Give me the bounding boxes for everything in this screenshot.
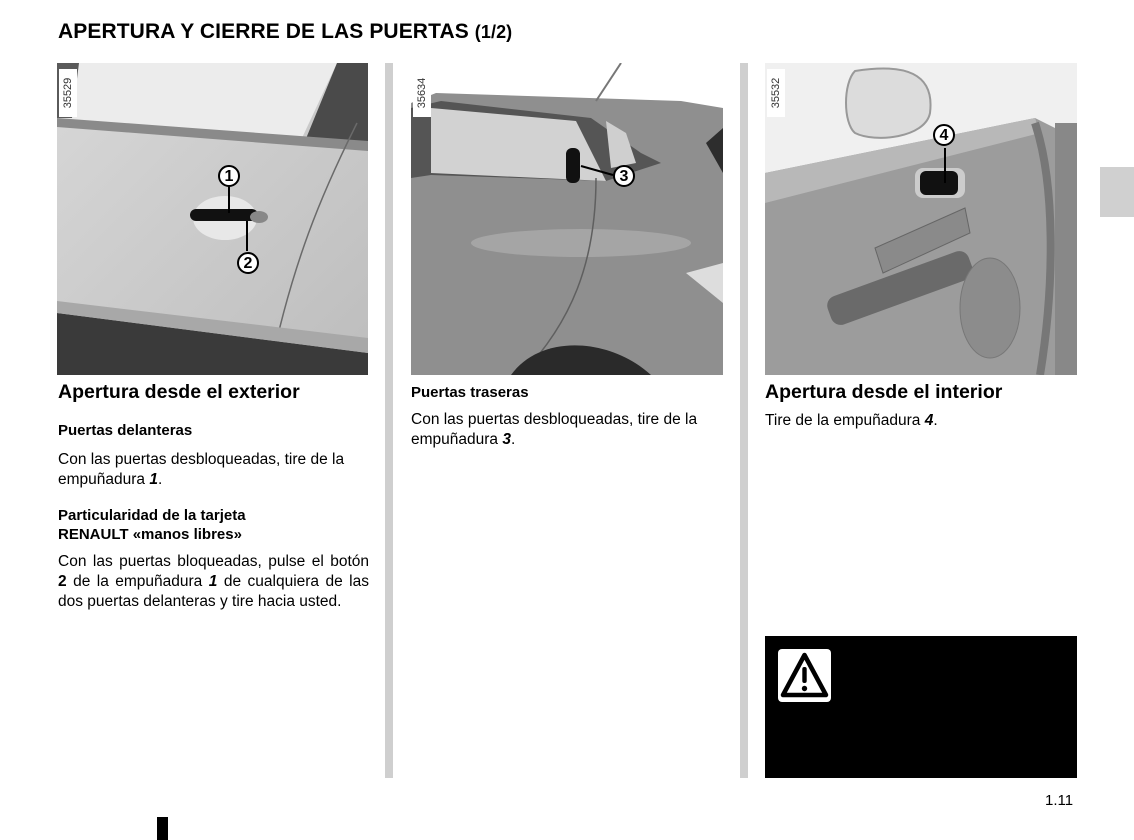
paragraph-rear-doors: Con las puertas desbloqueadas, tire de la empuñadura 3.	[411, 411, 698, 448]
subheading-front-doors: Puertas delanteras	[58, 422, 193, 439]
interior-door-illustration	[765, 63, 1077, 375]
warning-box	[765, 636, 1077, 778]
page-title-part: (1/2)	[474, 22, 513, 42]
paragraph-front-doors: Con las puertas desbloqueadas, tire de la empuñadura 1.	[58, 451, 345, 488]
callout-2: 2	[237, 252, 259, 274]
callout-1: 1	[218, 165, 240, 187]
page-number: 1.11	[1045, 792, 1074, 809]
chapter-tab	[1100, 167, 1134, 217]
page-title-text: APERTURA Y CIERRE DE LAS PUERTAS	[58, 20, 469, 43]
reference-number: 4	[924, 412, 934, 429]
reference-number: 1	[149, 471, 158, 488]
callout-4: 4	[933, 124, 955, 146]
column-interior-opening	[765, 381, 1077, 431]
front-door-illustration	[57, 63, 368, 375]
footer-mark	[157, 817, 168, 840]
photo-reference: 35532	[767, 69, 785, 117]
reference-number: 3	[502, 431, 511, 448]
photo-rear-door	[411, 63, 723, 375]
column-divider	[740, 63, 748, 778]
photo-reference: 35529	[59, 69, 77, 117]
paragraph-interior: Tire de la empuñadura 4.	[765, 412, 938, 429]
reference-number: 2	[58, 573, 67, 590]
paragraph-handsfree-card: Con las puertas bloqueadas, pulse el botón 2 de la empuñadura 1 de cualquiera de las dos puertas delanteras y tire hacia usted.	[58, 553, 369, 610]
callout-3: 3	[613, 165, 635, 187]
warning-triangle-icon	[778, 649, 831, 702]
column-rear-doors	[411, 383, 725, 450]
subheading-rear-doors: Puertas traseras	[411, 384, 529, 401]
photo-interior-door	[765, 63, 1077, 375]
column-exterior-opening	[58, 381, 369, 612]
section-heading: Apertura desde el interior	[765, 381, 1003, 403]
rear-door-illustration	[411, 63, 723, 375]
page-title	[58, 20, 512, 44]
photo-reference: 35634	[413, 69, 431, 117]
photo-front-door-exterior	[57, 63, 368, 375]
reference-number: 1	[208, 573, 218, 590]
subheading-handsfree-card: Particularidad de la tarjeta RENAULT «manos libres»	[58, 507, 246, 543]
column-divider	[385, 63, 393, 778]
section-heading: Apertura desde el exterior	[58, 381, 300, 403]
